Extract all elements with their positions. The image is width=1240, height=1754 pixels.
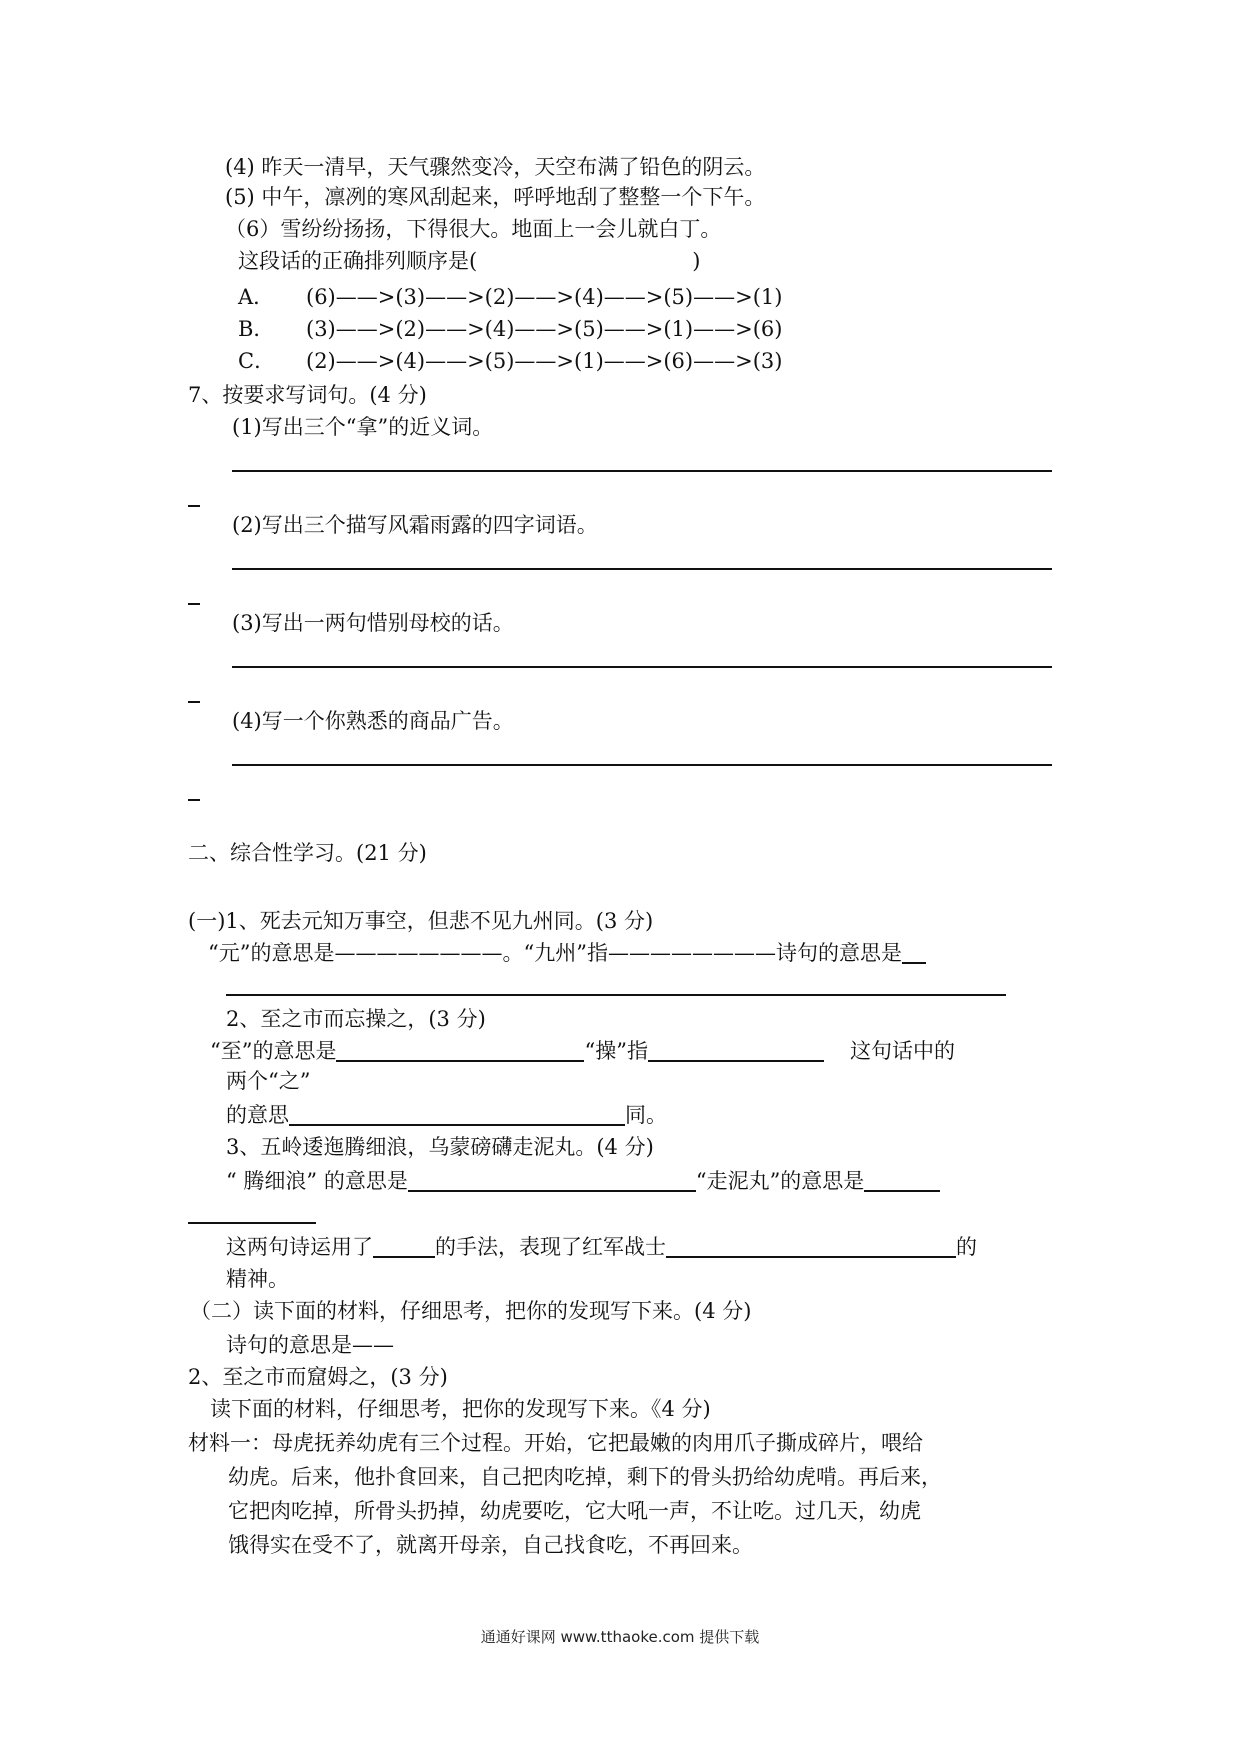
p2-text-e: 的意思 (226, 1103, 289, 1127)
section2-title: 二、综合性学习。(21 分) (188, 841, 427, 865)
option-label: C． (238, 349, 276, 373)
p2-line-1 (210, 1036, 955, 1066)
material-line-1: 材料一：母虎抚养幼虎有三个过程。开始，它把最嫩的肉用爪子撕成碎片，喂给 (188, 1431, 923, 1455)
p3-answer-line[interactable] (188, 1222, 316, 1224)
dash-mark (188, 701, 200, 703)
p2-line-2: 两个“之” (226, 1069, 311, 1093)
material-line-3: 它把肉吃掉，所骨头扔掉，幼虎要吃，它大吼一声，不让吃。过几天，幼虎 (228, 1499, 921, 1523)
p2-blank-zhi[interactable] (336, 1038, 584, 1062)
dash-mark (188, 799, 200, 801)
p2-text-f: 同。 (625, 1103, 667, 1127)
page-footer: 通通好课网 www.tthaoke.com 提供下载 (480, 1628, 760, 1646)
q7-item-3: (3)写出一两句惜别母校的话。 (232, 611, 514, 635)
p1-answer-line[interactable] (226, 994, 1006, 996)
p3-text-c: 这两句诗运用了 (226, 1235, 373, 1259)
p1-line (208, 938, 926, 968)
p3-text-b: “走泥丸”的意思是 (695, 1169, 865, 1193)
p3-blank-zou[interactable] (864, 1168, 940, 1192)
p3-line-1 (226, 1166, 940, 1196)
p3-blank-teng[interactable] (408, 1168, 696, 1192)
q7-item-2: (2)写出三个描写风霜雨露的四字词语。 (232, 513, 598, 537)
option-text: (6)——>(3)——>(2)——>(4)——>(5)——>(1) (306, 285, 783, 309)
q7-answer-line-1[interactable] (232, 470, 1052, 472)
q6-option-a (238, 282, 782, 312)
p3-text-e: 的 (956, 1235, 977, 1259)
p1-title: (一)1、死去元知万事空，但悲不见九州同。(3 分) (188, 909, 654, 933)
p4-line-1: 诗句的意思是—— (226, 1333, 394, 1357)
dash-mark (188, 505, 200, 507)
q7-item-4: (4)写一个你熟悉的商品广告。 (232, 709, 514, 733)
q7-answer-line-2[interactable] (232, 568, 1052, 570)
q6-item-6: （6）雪纷纷扬扬，下得很大。地面上一会儿就白丁。 (225, 217, 722, 241)
p4-title: （二）读下面的材料，仔细思考，把你的发现写下来。(4 分) (190, 1299, 752, 1323)
option-text: (2)——>(4)——>(5)——>(1)——>(6)——>(3) (306, 349, 783, 373)
p2-blank-zhi-meaning[interactable] (289, 1102, 625, 1126)
material-line-4: 饿得实在受不了，就离开母亲，自己找食吃，不再回来。 (228, 1533, 753, 1557)
material-line-2: 幼虎。后来，他扑食回来，自己把肉吃掉，剩下的骨头扔给幼虎啃。再后来， (228, 1465, 942, 1489)
p1-blank-short[interactable] (902, 940, 926, 964)
p4-line-2: 2、至之市而窟姆之，(3 分) (188, 1365, 448, 1389)
dash-mark (188, 603, 200, 605)
q7-title: 7、按要求写词句。(4 分) (188, 383, 427, 407)
q6-option-b (238, 314, 782, 344)
q6-item-4: (4) 昨天一清早，天气骤然变冷，天空布满了铅色的阴云。 (225, 155, 766, 179)
q6-question (238, 246, 700, 276)
p2-line-3 (226, 1100, 667, 1130)
option-label: A． (238, 285, 275, 309)
p2-text-b: “操”指 (584, 1039, 648, 1063)
p4-line-3: 读下面的材料，仔细思考，把你的发现写下来。《4 分) (210, 1397, 711, 1421)
p3-line-3: 精神。 (226, 1267, 289, 1291)
q6-item-5: (5) 中午，凛冽的寒风刮起来，呼呼地刮了整整一个下午。 (225, 185, 766, 209)
q6-question-open: 这段话的正确排列顺序是( (238, 249, 478, 273)
option-label: B． (238, 317, 275, 341)
p3-blank-spirit[interactable] (666, 1234, 956, 1258)
p1-line-text: “元”的意思是————————。“九州”指————————诗句的意思是 (208, 941, 902, 965)
p3-title: 3、五岭逶迤腾细浪，乌蒙磅礴走泥丸。(4 分) (226, 1135, 654, 1159)
p2-title: 2、至之市而忘操之，(3 分) (226, 1007, 486, 1031)
q7-item-1: (1)写出三个“拿”的近义词。 (232, 415, 494, 439)
p3-text-d: 的手法，表现了红军战士 (435, 1235, 666, 1259)
p3-blank-technique[interactable] (373, 1234, 435, 1258)
q6-option-c (238, 346, 782, 376)
option-text: (3)——>(2)——>(4)——>(5)——>(1)——>(6) (306, 317, 783, 341)
p2-text-a: “至”的意思是 (210, 1039, 337, 1063)
p2-text-c: 这句话中的 (849, 1039, 955, 1063)
p2-blank-cao[interactable] (648, 1038, 824, 1062)
q6-question-close: ) (692, 249, 701, 273)
p3-text-a: “ 腾细浪” 的意思是 (226, 1169, 408, 1193)
p3-line-2 (226, 1232, 977, 1262)
q7-answer-line-3[interactable] (232, 666, 1052, 668)
q7-answer-line-4[interactable] (232, 764, 1052, 766)
